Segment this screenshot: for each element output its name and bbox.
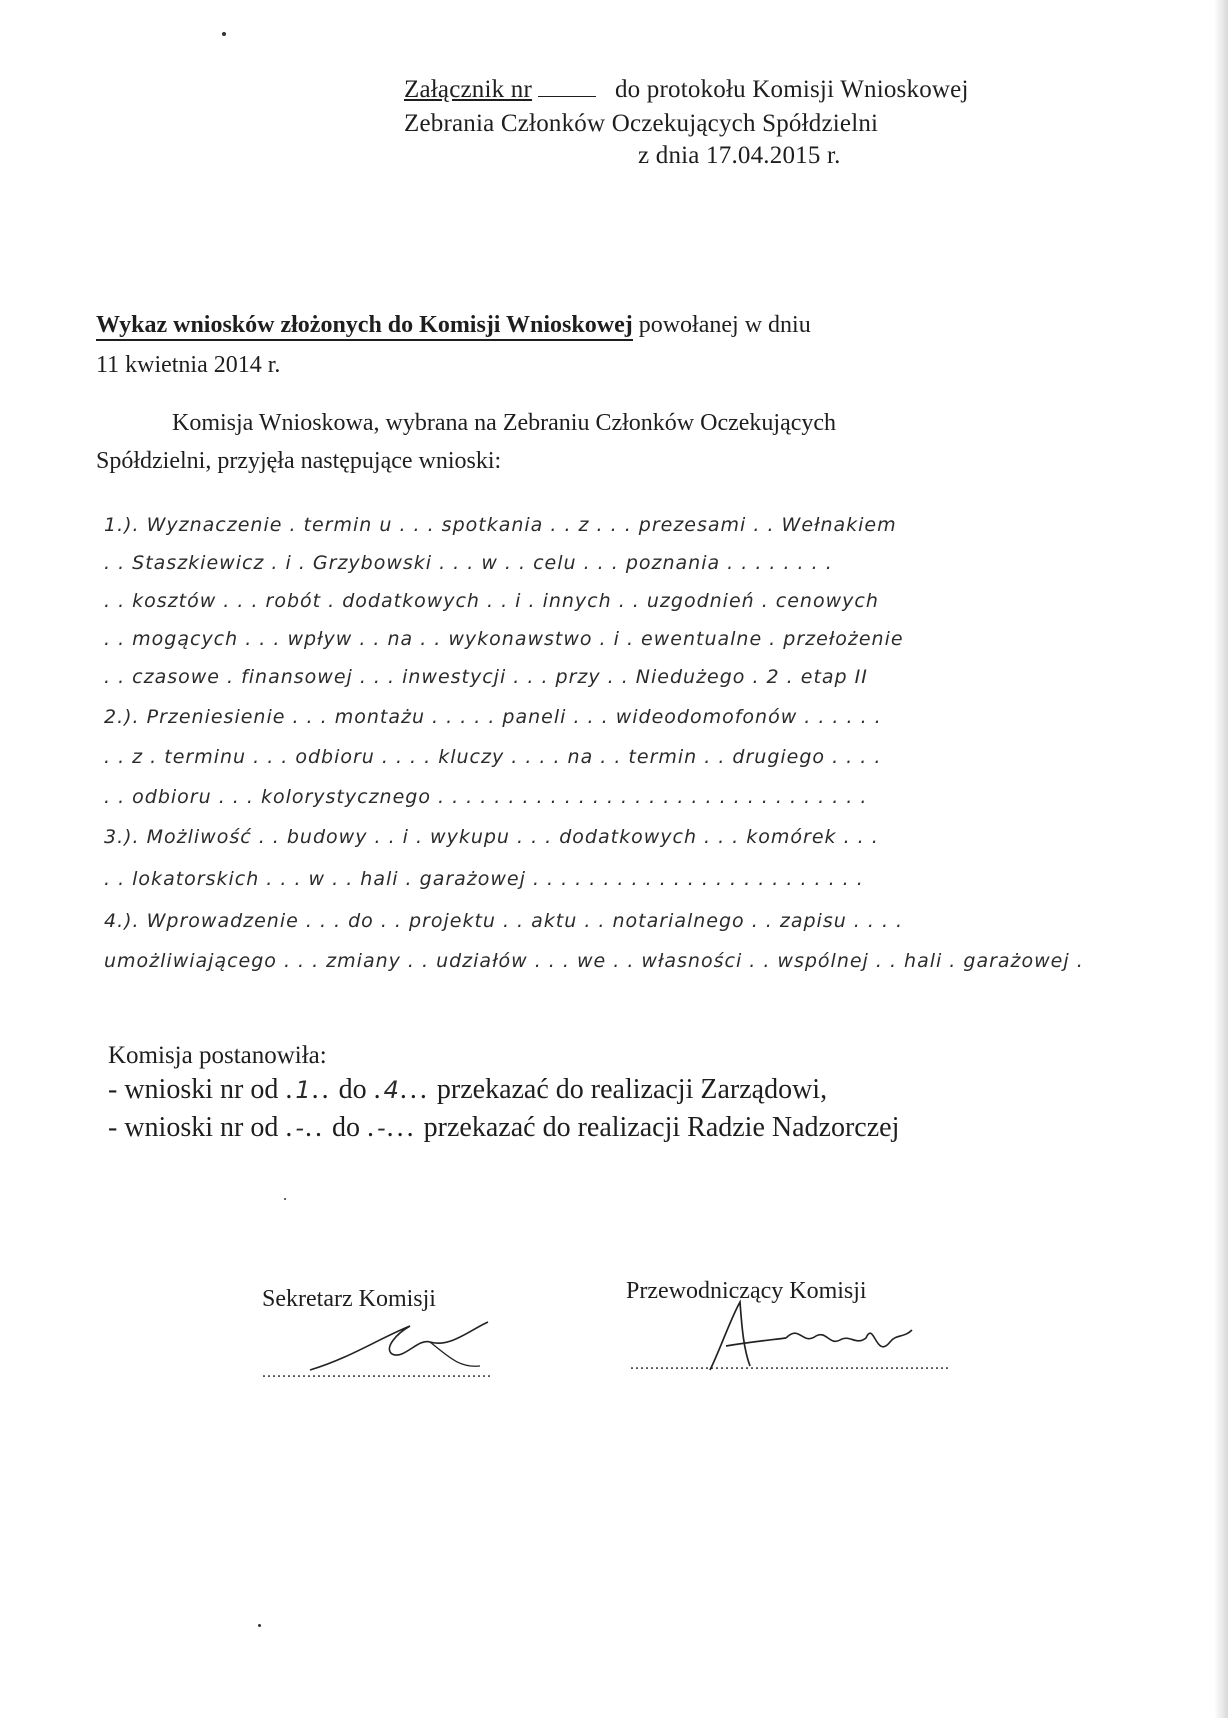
title-bold-text: Wykaz wniosków złożonych do Komisji Wnioskowej bbox=[96, 312, 633, 341]
decision-line-board: - wnioski nr od .1.. do .4... przekazać do realizacji Zarządowi, bbox=[108, 1074, 828, 1105]
title-rest-text: powołanej w dniu bbox=[638, 312, 811, 338]
decision-suffix: przekazać do realizacji Radzie Nadzorczej bbox=[423, 1112, 900, 1143]
motion-line: . . z . terminu . . . odbioru . . . . kluczy . . . . na . . termin . . drugiego . . . . bbox=[104, 746, 882, 768]
motion-line: 4.). Wprowadzenie . . . do . . projektu . . aktu . . notarialnego . . zapisu . . . . bbox=[104, 910, 904, 932]
motion-line: 1.). Wyznaczenie . termin u . . . spotkania . . z . . . prezesami . . Wełnakiem bbox=[104, 514, 897, 536]
secretary-signature-line: .............................................. bbox=[262, 1364, 492, 1381]
attachment-number-blank bbox=[538, 78, 596, 97]
scan-speck bbox=[222, 32, 226, 36]
chair-label: Przewodniczący Komisji bbox=[626, 1278, 867, 1304]
decision-to-value: 4 bbox=[383, 1076, 400, 1104]
chair-signature-line: ................................................................ bbox=[630, 1356, 950, 1373]
decision-prefix: - wnioski nr od bbox=[108, 1112, 279, 1143]
header-line-1 bbox=[404, 76, 969, 104]
motion-line: . . kosztów . . . robót . dodatkowych . . i . innych . . uzgodnień . cenowych bbox=[104, 590, 879, 612]
decision-mid: do bbox=[338, 1074, 367, 1105]
decision-line-council: - wnioski nr od .-.. do .-... przekazać do realizacji Radzie Nadzorczej bbox=[108, 1112, 900, 1143]
motion-line: . . odbioru . . . kolorystycznego . . . . . . . . . . . . . . . . . . . . . . . . . . . . . . . bbox=[104, 786, 868, 808]
attachment-label: Załącznik nr bbox=[404, 76, 533, 103]
paper-edge-shadow bbox=[1214, 0, 1228, 1718]
intro-line-1: Komisja Wnioskowa, wybrana na Zebraniu Członków Oczekujących bbox=[172, 410, 837, 436]
header-line-2: Zebrania Członków Oczekujących Spółdzielni bbox=[404, 110, 879, 137]
motion-line: 2.). Przeniesienie . . . montażu . . . . . paneli . . . wideodomofonów . . . . . . bbox=[104, 706, 882, 728]
motion-line: . . mogących . . . wpływ . . na . . wykonawstwo . i . ewentualne . przełożenie bbox=[104, 628, 904, 650]
header-date: z dnia 17.04.2015 r. bbox=[638, 142, 841, 169]
decision-prefix: - wnioski nr od bbox=[108, 1074, 279, 1105]
motion-line: . . Staszkiewicz . i . Grzybowski . . . w . . celu . . . poznania . . . . . . . . bbox=[104, 552, 833, 574]
decision-suffix: przekazać do realizacji Zarządowi, bbox=[436, 1074, 828, 1105]
decision-to-value: - bbox=[377, 1114, 387, 1142]
document-title bbox=[96, 312, 811, 339]
decision-heading: Komisja postanowiła: bbox=[108, 1042, 327, 1069]
scan-speck bbox=[258, 1624, 261, 1627]
intro-line-2: Spółdzielni, przyjęła następujące wnioski: bbox=[96, 448, 502, 474]
decision-from-value: - bbox=[295, 1114, 305, 1142]
attachment-protocol: do protokołu Komisji Wnioskowej bbox=[614, 76, 969, 103]
scan-speck bbox=[284, 1198, 286, 1200]
secretary-signature-image bbox=[300, 1308, 500, 1380]
motion-line: . . czasowe . finansowej . . . inwestycji . . . przy . . Niedużego . 2 . etap II bbox=[104, 666, 868, 688]
secretary-label: Sekretarz Komisji bbox=[262, 1286, 436, 1312]
title-date: 11 kwietnia 2014 r. bbox=[96, 352, 281, 378]
decision-from-value: 1 bbox=[295, 1076, 312, 1104]
motion-line: 3.). Możliwość . . budowy . . i . wykupu . . . dodatkowych . . . komórek . . . bbox=[104, 826, 879, 848]
chair-signature-image bbox=[690, 1290, 920, 1380]
decision-mid: do bbox=[332, 1112, 360, 1143]
motion-line: umożliwiającego . . . zmiany . . udziałów . . . we . . własności . . wspólnej . . hali . garażowej . bbox=[104, 950, 1084, 972]
motion-line: . . lokatorskich . . . w . . hali . garażowej . . . . . . . . . . . . . . . . . . . . . . . . bbox=[104, 868, 864, 890]
